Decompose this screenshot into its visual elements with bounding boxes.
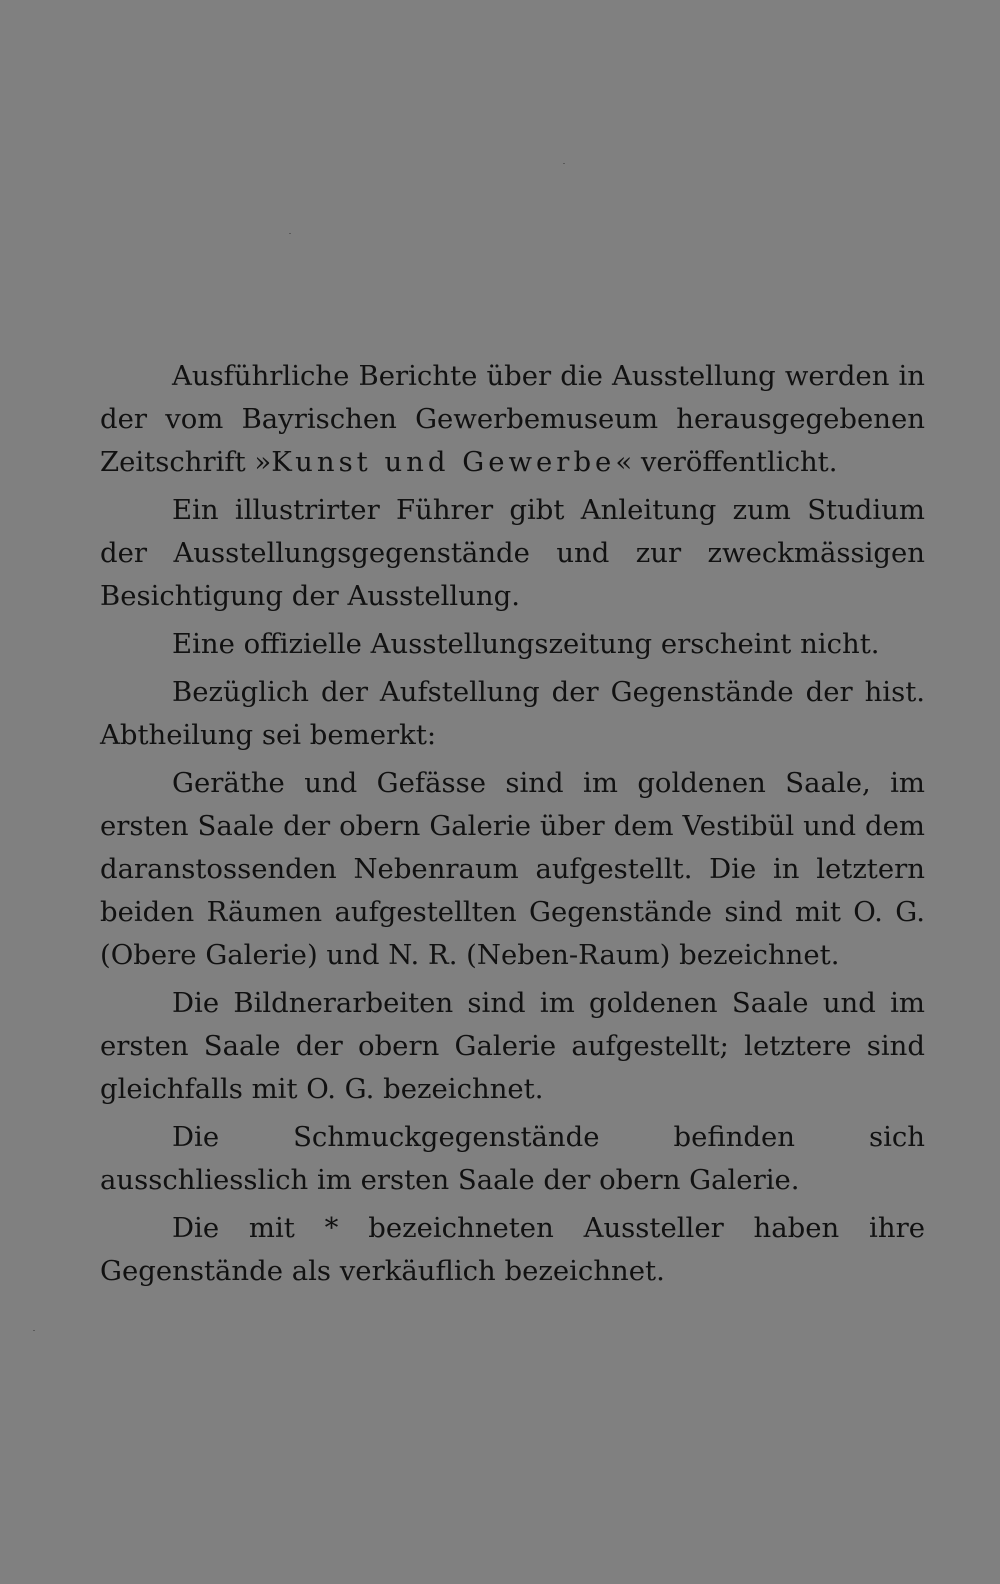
paragraph-jewelry: Die Schmuckgegenstände befinden sich ausschliesslich im ersten Saale der obern Galerie. [100, 1121, 925, 1196]
paragraph-reports-text-after: « veröffentlicht. [615, 446, 838, 478]
paragraph-arrangement: Bezüglich der Aufstellung der Gegenstände der hist. Abtheilung sei bemerkt: [100, 676, 925, 751]
journal-title: Kunst und Gewerbe [271, 446, 616, 478]
paragraph-newspaper: Eine offizielle Ausstellungszeitung erscheint nicht. [172, 628, 880, 660]
paragraph-reports [100, 355, 925, 484]
paragraph-guide: Ein illustrirter Führer gibt Anleitung zum Studium der Ausstellungsgegenstände und zur zweckmässigen Besichtigung der Ausstellung. [100, 494, 925, 612]
scan-speck [289, 233, 291, 234]
scan-speck [563, 163, 565, 164]
scan-speck [33, 1330, 35, 1331]
body-text [100, 355, 925, 1298]
paragraph-reports-text-before: Ausführliche Berichte über die Ausstellung werden in der vom Bayrischen Gewerbemuseum herausgegebenen Zeitschrift » [100, 360, 925, 478]
paragraph-vessels: Geräthe und Gefässe sind im goldenen Saale, im ersten Saale der obern Galerie über dem Vestibül und dem daranstossenden Nebenraum aufgestellt. Die in letztern beiden Räumen aufgestellten Gegenstände sind mit O. G. (Obere Galerie) und N. R. (Neben-Raum) bezeichnet. [100, 767, 925, 971]
paragraph-for-sale: Die mit * bezeichneten Aussteller haben ihre Gegenstände als verkäuflich bezeichnet. [100, 1212, 925, 1287]
paragraph-sculpture: Die Bildnerarbeiten sind im goldenen Saale und im ersten Saale der obern Galerie aufgestellt; letztere sind gleichfalls mit O. G. bezeichnet. [100, 987, 925, 1105]
